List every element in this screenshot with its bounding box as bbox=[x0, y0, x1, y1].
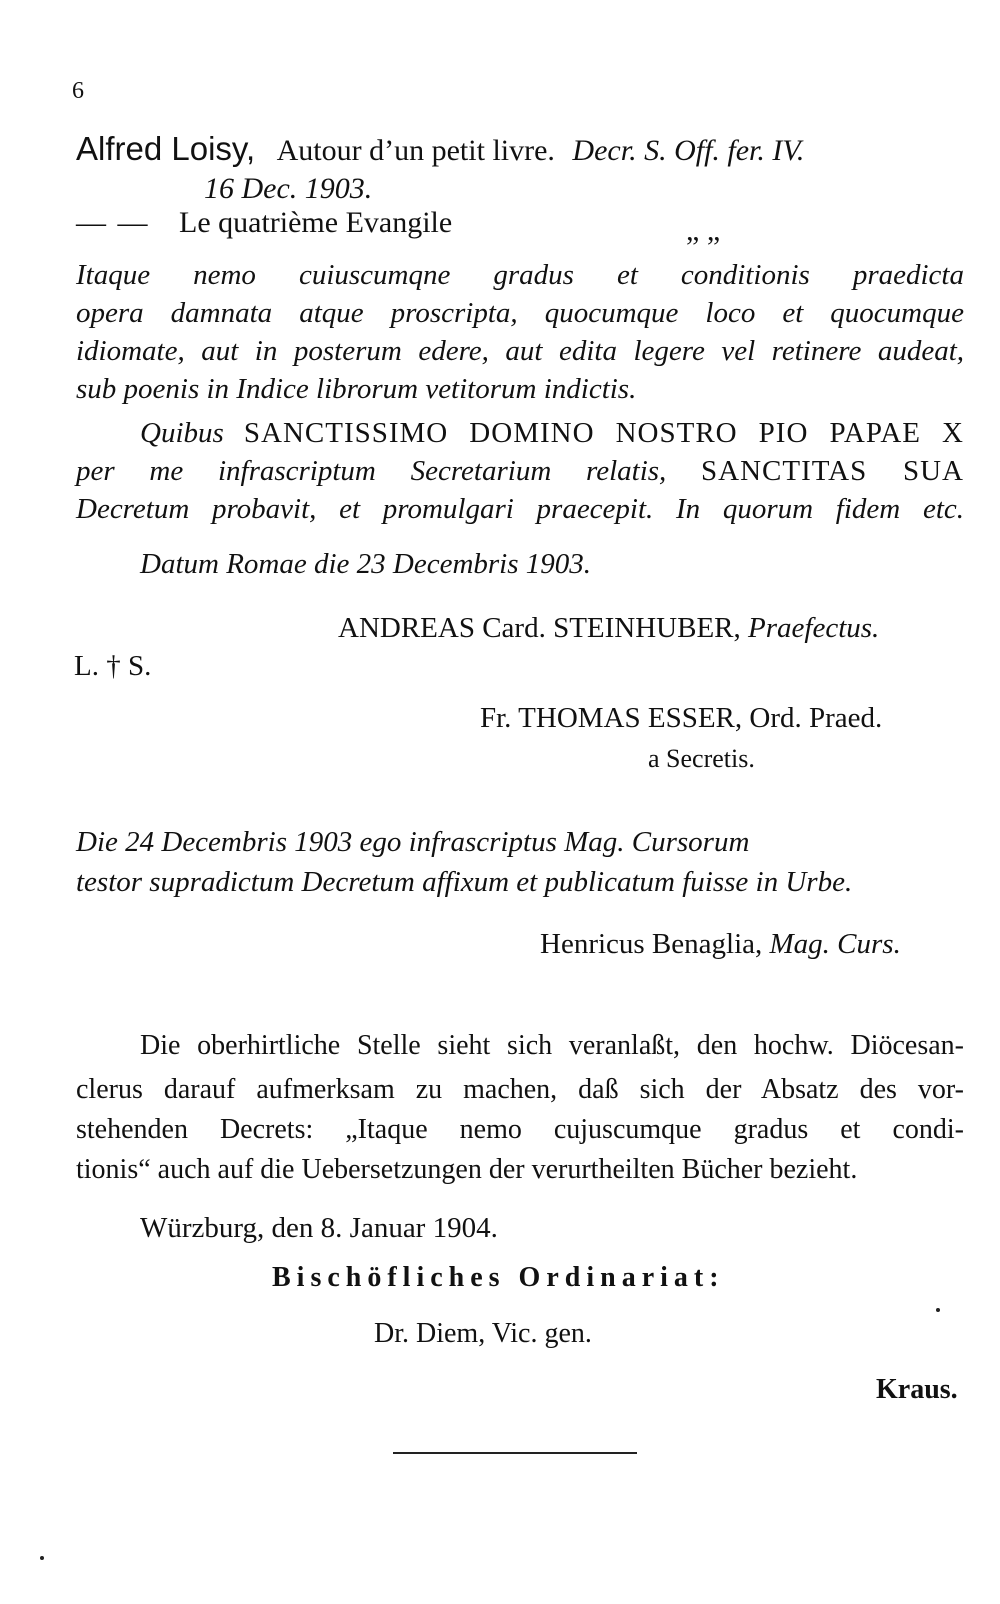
sanctitas-sua: SANCTITAS SUA bbox=[701, 455, 964, 487]
signature-andreas bbox=[338, 612, 879, 645]
relatis-text: per me infrascriptum Secretarium relatis, bbox=[76, 455, 667, 487]
speck-dot bbox=[936, 1308, 940, 1312]
footer-rule bbox=[393, 1452, 637, 1454]
page-number: 6 bbox=[72, 78, 84, 104]
quibus-line-1 bbox=[140, 414, 964, 452]
signature-henricus bbox=[540, 928, 901, 961]
work-title-2: Le quatrième Evangile bbox=[179, 206, 453, 239]
quibus-word: Quibus bbox=[140, 417, 224, 449]
signature-diem: Dr. Diem, Vic. gen. bbox=[374, 1318, 592, 1349]
cursor-note-line-1: Die 24 Decembris 1903 ego infrascriptus Mag. Cursorum bbox=[76, 826, 750, 858]
andreas-name: ANDREAS Card. STEINHUBER, bbox=[338, 612, 741, 644]
ditto-marks: „ „ bbox=[686, 214, 721, 247]
work-title: Autour d’un petit livre. bbox=[276, 134, 555, 167]
signature-kraus: Kraus. bbox=[876, 1374, 958, 1405]
place-date: Würzburg, den 8. Januar 1904. bbox=[140, 1212, 498, 1244]
german-line-1: Die oberhirtliche Stelle sieht sich veranlaßt, den hochw. Diöcesan- bbox=[140, 1030, 964, 1061]
secretis-title: a Secretis. bbox=[648, 744, 755, 773]
itaque-line-2: opera damnata atque proscripta, quocumque loco et quocumque bbox=[76, 297, 964, 329]
cursor-note-line-2: testor supradictum Decretum affixum et publicatum fuisse in Urbe. bbox=[76, 866, 853, 898]
entry-loisy-line2 bbox=[76, 206, 966, 247]
itaque-line-1: Itaque nemo cuiuscumqne gradus et conditionis praedicta bbox=[76, 259, 964, 291]
itaque-line-3: idiomate, aut in posterum edere, aut edita legere vel retinere audeat, bbox=[76, 335, 964, 367]
quibus-line-2 bbox=[76, 452, 964, 490]
entry-loisy-line1 bbox=[76, 128, 966, 172]
decree-date: 16 Dec. 1903. bbox=[204, 172, 373, 205]
author-name: Alfred Loisy, bbox=[76, 130, 256, 167]
pope-name: SANCTISSIMO DOMINO NOSTRO PIO PAPAE X bbox=[243, 417, 965, 449]
signature-thomas: Fr. THOMAS ESSER, Ord. Praed. bbox=[480, 702, 883, 734]
ditto-dashes: — — bbox=[76, 206, 150, 239]
ordinariat-heading: Bischöfliches Ordinariat: bbox=[272, 1262, 725, 1293]
henricus-name: Henricus Benaglia, bbox=[540, 928, 763, 960]
seal-mark: L. † S. bbox=[74, 650, 152, 682]
datum-line: Datum Romae die 23 Decembris 1903. bbox=[140, 548, 592, 580]
itaque-line-4: sub poenis in Indice librorum vetitorum indictis. bbox=[76, 373, 637, 405]
german-line-3: stehenden Decrets: „Itaque nemo cujuscumque gradus et condi- bbox=[76, 1114, 964, 1145]
german-line-4: tionis“ auch auf die Uebersetzungen der verurtheilten Bücher bezieht. bbox=[76, 1154, 858, 1185]
quibus-line-3: Decretum probavit, et promulgari praecepit. In quorum fidem etc. bbox=[76, 493, 964, 525]
german-line-2: clerus darauf aufmerksam zu machen, daß sich der Absatz des vor- bbox=[76, 1074, 964, 1105]
decree-reference: Decr. S. Off. fer. IV. bbox=[572, 134, 805, 167]
praefectus-title: Praefectus. bbox=[748, 612, 880, 644]
henricus-title: Mag. Curs. bbox=[769, 928, 901, 960]
speck-dot bbox=[40, 1556, 44, 1560]
